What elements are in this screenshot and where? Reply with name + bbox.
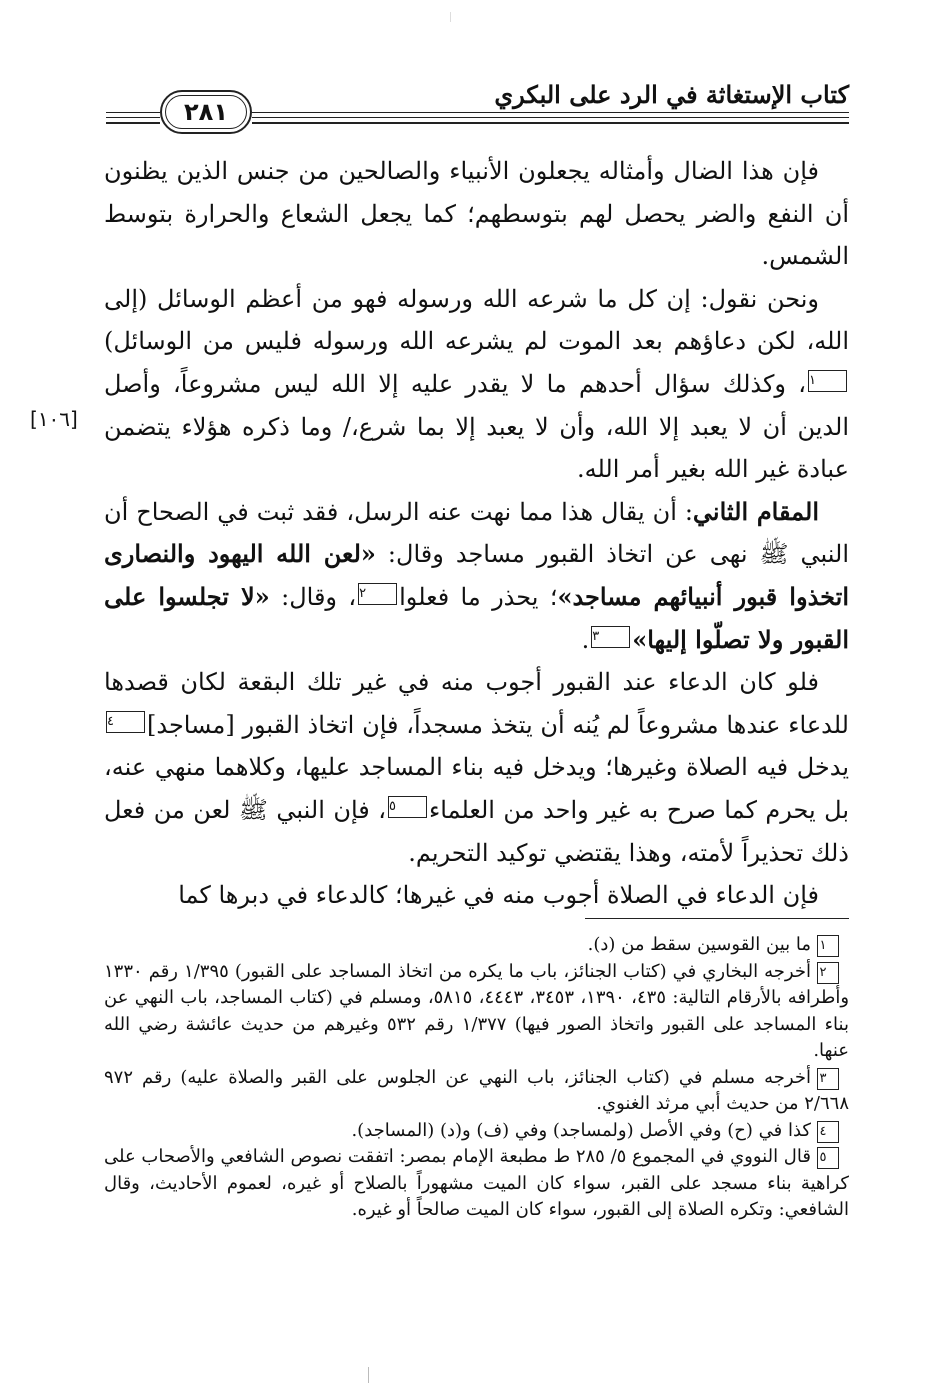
hadith-quote: «لعن الله اليهود والنصارى اتخذوا قبور أنبيائهم مساجد» <box>104 539 850 611</box>
scan-artifact <box>368 1367 369 1383</box>
main-text <box>104 150 849 917</box>
paragraph <box>104 661 849 874</box>
running-title: كتاب الإستغاثة في الرد على البكري <box>494 80 849 109</box>
paragraph-text: : أن يقال هذا مما نهت عنه الرسل، فقد ثبت في الصحاح أن النبي ﷺ نهى عن اتخاذ القبور مساجد وقال: <box>104 497 850 569</box>
header-rule <box>252 117 849 118</box>
paragraph-text: ؛ يحذر ما فعلوا <box>399 582 558 611</box>
footnote <box>104 932 849 959</box>
footnote-text: أخرجه البخاري في (كتاب الجنائز، باب ما يكره من اتخاذ المساجد على القبور) ١/٣٩٥ رقم ١٣٣٠ وأطرافه بالأرقام التالية: ٤٣٥، ١٣٩٠، ٣٤٥٣، ٤٤٤٣، ٥٨١٥، ومسلم في (كتاب المساجد، باب النهي عن بناء المساجد على القبور واتخاذ الصور فيها) ١/٣٧٧ رقم ٥٣٢ وغيرهم من حديث عائشة رضي الله عنها. <box>104 960 850 1061</box>
paragraph <box>104 491 849 661</box>
paragraph-text: ، فإن النبي ﷺ لعن من فعل ذلك تحذيراً لأمته، وهذا يقتضي توكيد التحريم. <box>104 795 849 867</box>
header-rule-left <box>106 112 160 113</box>
paragraph-text: فإن الدعاء في الصلاة أجوب منه في غيرها؛ كالدعاء في دبرها كما <box>178 881 819 910</box>
paragraph-text: يدخل فيه الصلاة وغيرها؛ ويدخل فيه بناء المساجد عليها، وكلاهما منهي عنه، بل يحرم كما صرح به غير واحد من العلماء <box>104 753 849 824</box>
footnote-number: ٥ <box>817 1147 839 1169</box>
footnotes <box>104 932 849 1224</box>
scan-artifact <box>450 12 451 22</box>
footnote-number: ٢ <box>817 962 839 984</box>
paragraph-text: . <box>581 625 590 654</box>
header-rule-left <box>106 122 160 124</box>
footnote-number: ٤ <box>817 1121 839 1143</box>
footnote-number: ٣ <box>817 1068 839 1090</box>
paragraph <box>104 150 849 278</box>
header-rule <box>252 112 849 113</box>
header-rule-left <box>106 117 160 118</box>
paragraph <box>104 278 849 491</box>
footnote-ref[interactable]: ٤ <box>106 711 145 733</box>
footnote <box>104 1118 849 1145</box>
hadith-quote: «لا تجلسوا على القبور ولا تصلّوا إليها» <box>104 581 849 654</box>
footnote-separator <box>585 918 849 919</box>
page-number-badge <box>160 90 252 134</box>
footnote-text: أخرجه مسلم في (كتاب الجنائز، باب النهي عن الجلوس على القبر والصلاة عليه) رقم ٩٧٢ ٢/٦٦٨ من حديث أبي مرثد الغنوي. <box>104 1066 849 1114</box>
footnote <box>104 1144 849 1224</box>
footnote-text: كذا في (ح) وفي الأصل (ولمساجد) وفي (ف) و(د) (المساجد). <box>351 1119 811 1141</box>
footnote-text: قال النووي في المجموع ٥/ ٢٨٥ ط مطبعة الإمام بمصر: اتفقت نصوص الشافعي والأصحاب على كراهية بناء مسجد على القبر، سواء كان الميت مشهوراً بالصلاح أو غيره، لعموم الأحاديث، وقال الشافعي: وتكره الصلاة إلى القبور، سواء كان الميت صالحاً أو غيره. <box>104 1146 849 1220</box>
section-heading: المقام الثاني <box>692 496 819 526</box>
footnote <box>104 1065 849 1118</box>
footnote-ref[interactable]: ٣ <box>591 626 630 648</box>
paragraph-text: فإن هذا الضال وأمثاله يجعلون الأنبياء والصالحين من جنس الذين يظنون أن النفع والضر يحصل لهم بتوسطهم؛ كما يجعل الشعاع والحرارة بتوسط الشمس. <box>104 157 849 271</box>
paragraph-text: ، وكذلك سؤال أحدهم ما لا يقدر عليه إلا الله ليس مشروعاً، وأصل الدين أن لا يعبد إلا الله، وأن لا يعبد إلا بما شرع،/ وما ذكره هؤلاء يتضمن عبادة غير الله بغير أمر الله. <box>104 369 849 484</box>
paragraph <box>104 874 849 917</box>
footnote-ref[interactable]: ٥ <box>388 796 427 818</box>
footnote-number: ١ <box>817 935 839 957</box>
paragraph-text: ، وقال: <box>269 582 357 611</box>
footnote-ref[interactable]: ٢ <box>358 583 397 605</box>
footnote <box>104 959 849 1065</box>
footnote-ref[interactable]: ١ <box>808 370 847 392</box>
margin-manuscript-ref: [١٠٦] <box>30 407 78 431</box>
paragraph-text: فلو كان الدعاء عند القبور أجوب منه في غير تلك البقعة لكان قصدها للدعاء عندها مشروعاً لم يُنه أن يتخذ مسجداً، فإن اتخاذ القبور [مساجد] <box>104 668 849 739</box>
footnote-text: ما بين القوسين سقط من (د). <box>587 934 811 955</box>
paragraph-text: ونحن نقول: إن كل ما شرعه الله ورسوله فهو من أعظم الوسائل (إلى الله، لكن دعاؤهم بعد الموت لم يشرعه الله ورسوله فليس من الوسائل) <box>104 284 849 356</box>
header-rule <box>252 122 849 124</box>
page-number: ٢٨١ <box>184 98 228 126</box>
